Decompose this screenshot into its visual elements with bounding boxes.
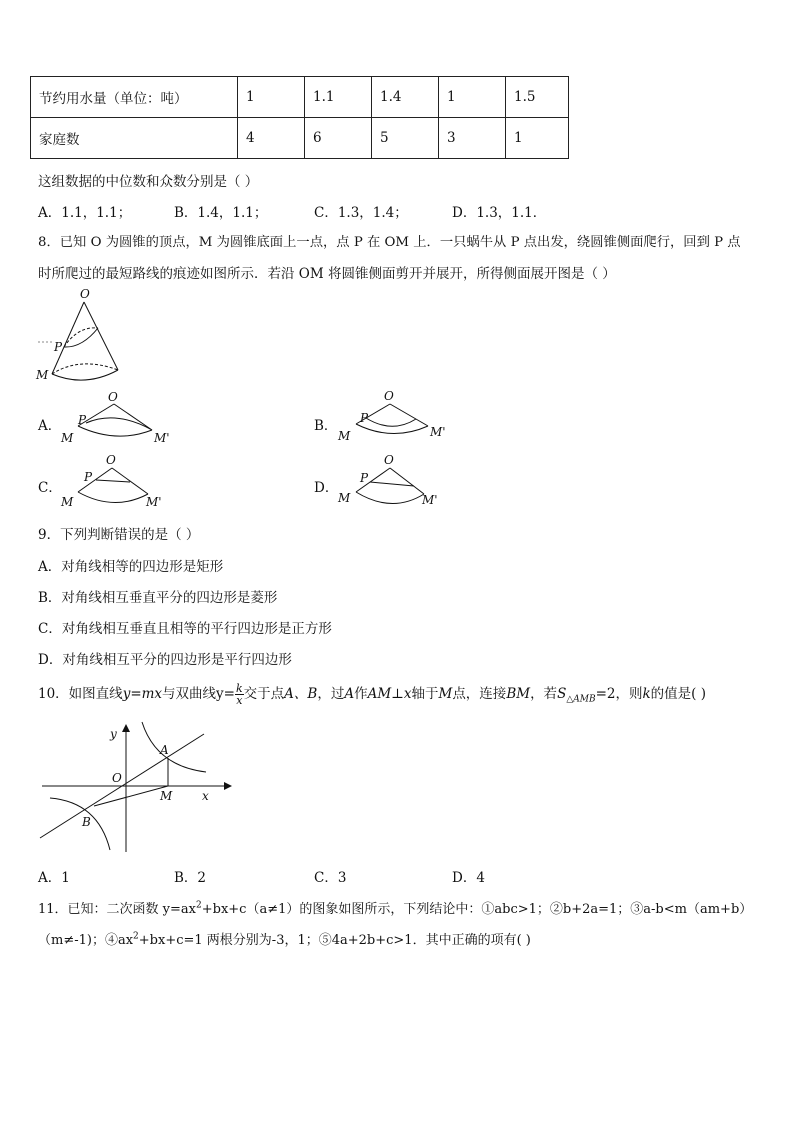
label-m-prime: M' bbox=[154, 431, 170, 445]
denominator: x bbox=[236, 694, 243, 707]
table-cell: 1.1 bbox=[305, 77, 372, 118]
table-cell: 家庭数 bbox=[31, 118, 238, 159]
label-o: O bbox=[384, 389, 394, 403]
math: k bbox=[642, 686, 651, 702]
text: 点，连接 bbox=[452, 686, 507, 702]
q8-option-a-figure bbox=[58, 388, 188, 446]
label-a: A bbox=[160, 743, 169, 757]
text: y= bbox=[216, 686, 235, 702]
label-m-prime: M' bbox=[430, 425, 446, 439]
superscript: 2 bbox=[196, 900, 202, 911]
q8-option-b-figure bbox=[334, 386, 464, 446]
label-p: P bbox=[54, 340, 63, 354]
q9-option-a: A．对角线相等的四边形是矩形 bbox=[38, 559, 224, 575]
label-p: P bbox=[78, 413, 87, 427]
text: ，若 bbox=[530, 686, 558, 702]
table-cell: 1 bbox=[439, 77, 506, 118]
text: 与双曲线 bbox=[162, 686, 217, 702]
label-m: M bbox=[36, 368, 49, 382]
label-p: P bbox=[360, 471, 369, 485]
q9-option-d: D．对角线相互平分的四边形是平行四边形 bbox=[38, 652, 292, 668]
question-9-stem: 9．下列判断错误的是（ ） bbox=[38, 527, 200, 543]
q8-option-c: C． bbox=[38, 480, 62, 496]
label-m-prime: M' bbox=[146, 495, 162, 509]
label-o: O bbox=[106, 453, 116, 467]
label-m-prime: M' bbox=[422, 493, 438, 507]
table-cell: 1.5 bbox=[506, 77, 569, 118]
label-m: M bbox=[61, 431, 74, 445]
question-11-line-1 bbox=[38, 898, 752, 917]
q8-option-d: D． bbox=[314, 480, 339, 496]
text: =2，则 bbox=[595, 686, 643, 702]
label-m: M bbox=[338, 491, 351, 505]
table-cell: 节约用水量（单位：吨） bbox=[31, 77, 238, 118]
q8-option-a: A． bbox=[38, 418, 62, 434]
label-o: O bbox=[112, 771, 122, 785]
label-p: P bbox=[360, 411, 369, 425]
q9-option-c: C．对角线相互垂直且相等的平行四边形是正方形 bbox=[38, 621, 332, 637]
fraction bbox=[235, 683, 244, 706]
water-saving-table bbox=[30, 76, 569, 159]
math: y=mx bbox=[122, 686, 163, 702]
text: 10．如图直线 bbox=[38, 686, 123, 702]
label-o: O bbox=[108, 390, 118, 404]
q9-option-b: B．对角线相互垂直平分的四边形是菱形 bbox=[38, 590, 278, 606]
text: ，过 bbox=[317, 686, 345, 702]
math: AM⊥x bbox=[367, 686, 412, 702]
text: +bx+c=1 两根分别为-3，1；⑤4a+2b+c>1．其中正确的项有( ) bbox=[138, 933, 531, 948]
label-m: M bbox=[61, 495, 74, 509]
math: S bbox=[557, 686, 567, 702]
question-10-stem bbox=[38, 682, 706, 706]
table-row bbox=[31, 118, 569, 159]
math: A、B bbox=[284, 686, 318, 702]
label-y: y bbox=[110, 727, 117, 741]
text: +bx+c（a≠1）的图象如图所示，下列结论中：①abc>1；②b+2a=1；③a-b<m（am+b） bbox=[201, 902, 753, 917]
cone-figure bbox=[30, 284, 130, 390]
table-cell: 1 bbox=[506, 118, 569, 159]
text: 交于点 bbox=[243, 686, 285, 702]
superscript: 2 bbox=[133, 931, 139, 942]
label-m: M bbox=[338, 429, 351, 443]
q7-option-d: D．1.3，1.1． bbox=[452, 205, 547, 221]
q7-option-c: C．1.3，1.4； bbox=[314, 205, 408, 221]
table-cell: 1 bbox=[238, 77, 305, 118]
question-8-line-1: 8．已知 O 为圆锥的顶点，M 为圆锥底面上一点，点 P 在 OM 上．一只蜗牛从 P 点出发，绕圆锥侧面爬行，回到 P 点 bbox=[38, 235, 741, 250]
label-m: M bbox=[160, 789, 173, 803]
math: A bbox=[344, 686, 355, 702]
table-row bbox=[31, 77, 569, 118]
text: （m≠-1)；④ax bbox=[38, 933, 134, 948]
text: 作 bbox=[354, 686, 368, 702]
label-p: P bbox=[84, 470, 93, 484]
text: 轴于 bbox=[411, 686, 439, 702]
q8-option-d-figure bbox=[334, 450, 464, 512]
table-cell: 3 bbox=[439, 118, 506, 159]
label-x: x bbox=[202, 789, 209, 803]
question-8-line-2: 时所爬过的最短路线的痕迹如图所示．若沿 OM 将圆锥侧面剪开并展开，所得侧面展开图是（ ） bbox=[38, 266, 616, 282]
label-o: O bbox=[384, 453, 394, 467]
math: M bbox=[438, 686, 453, 702]
q10-option-a: A．1 bbox=[38, 870, 70, 886]
table-cell: 4 bbox=[238, 118, 305, 159]
question-7-stem: 这组数据的中位数和众数分别是（ ） bbox=[38, 174, 259, 190]
math: BM bbox=[506, 686, 531, 702]
table-cell: 5 bbox=[372, 118, 439, 159]
hyperbola-figure bbox=[36, 716, 236, 856]
q7-option-b: B．1.4，1.1； bbox=[174, 205, 268, 221]
text: 11．已知：二次函数 y=ax bbox=[38, 902, 196, 917]
subscript: △AMB bbox=[566, 694, 596, 705]
q10-option-d: D．4 bbox=[452, 870, 485, 886]
q10-option-b: B．2 bbox=[174, 870, 207, 886]
numerator: k bbox=[236, 682, 243, 695]
q8-option-b: B． bbox=[314, 418, 338, 434]
question-11-line-2 bbox=[38, 929, 531, 948]
q7-option-a: A．1.1，1.1； bbox=[38, 205, 132, 221]
label-o: O bbox=[80, 287, 90, 301]
table-cell: 1.4 bbox=[372, 77, 439, 118]
label-b: B bbox=[82, 815, 91, 829]
text: 的值是( ) bbox=[650, 686, 706, 702]
q10-option-c: C．3 bbox=[314, 870, 347, 886]
q8-option-c-figure bbox=[58, 450, 188, 512]
table-cell: 6 bbox=[305, 118, 372, 159]
